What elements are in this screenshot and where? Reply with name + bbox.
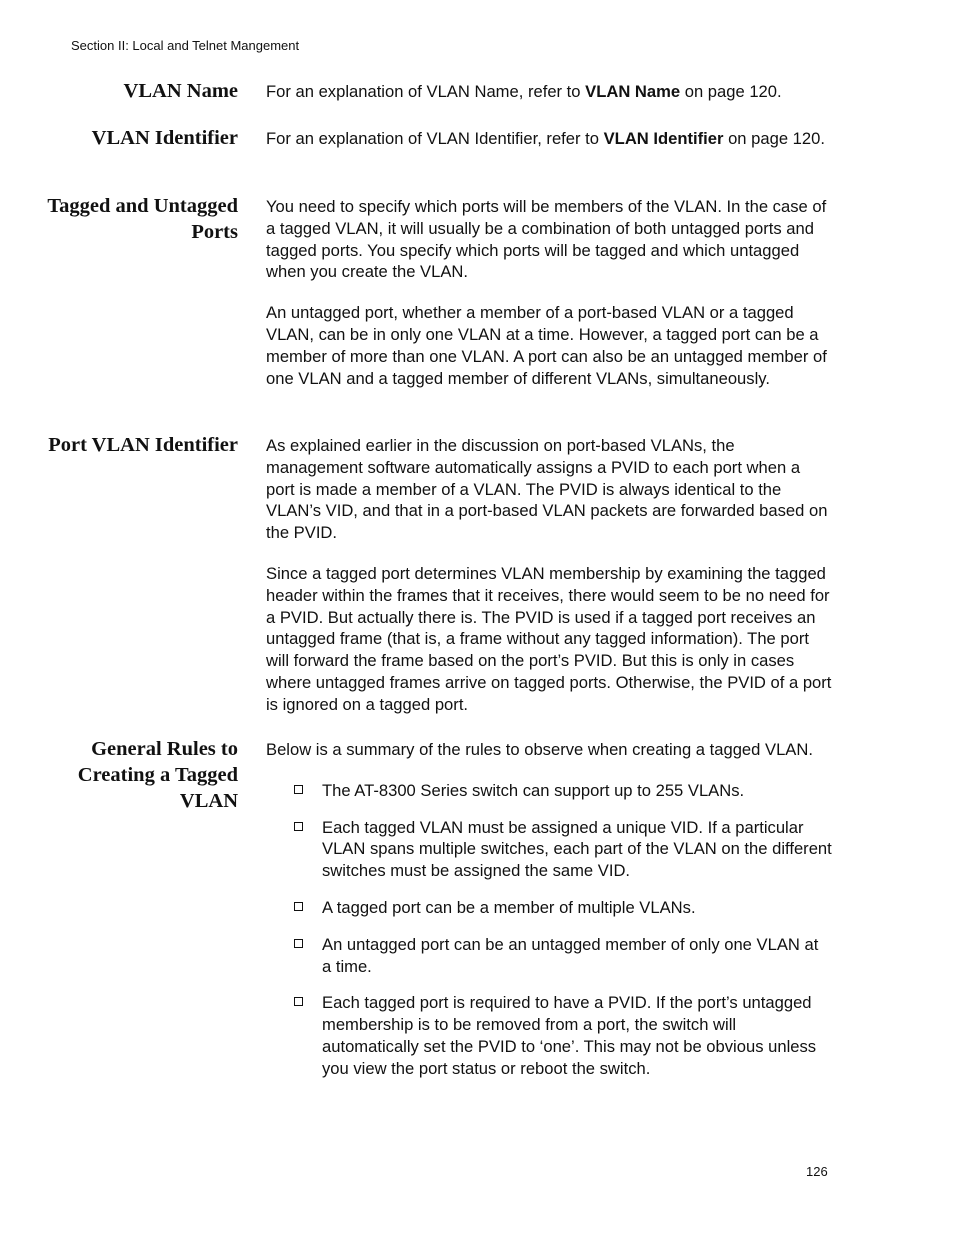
section-heading: General Rules to Creating a Tagged VLAN xyxy=(77,738,238,812)
text-run: For an explanation of VLAN Identifier, refer to xyxy=(266,129,604,148)
rules-list xyxy=(266,780,832,1080)
section-body xyxy=(266,435,832,716)
section-body xyxy=(266,196,832,389)
page-number: 126 xyxy=(806,1164,828,1179)
section-body xyxy=(266,81,832,103)
checkbox-bullet-icon xyxy=(294,822,303,831)
cross-reference: VLAN Identifier xyxy=(603,129,724,148)
cross-reference: VLAN Name xyxy=(585,82,681,101)
section-body xyxy=(266,739,832,1080)
checkbox-bullet-icon xyxy=(294,902,303,911)
list-item xyxy=(266,817,832,882)
paragraph xyxy=(266,81,832,103)
checkbox-bullet-icon xyxy=(294,997,303,1006)
list-item-text: Each tagged VLAN must be assigned a unique VID. If a particular VLAN spans multiple switches, each part of the VLAN on the different switches must be assigned the same VID. xyxy=(322,817,832,881)
section-heading: Tagged and Untagged Ports xyxy=(47,195,238,243)
paragraph: An untagged port, whether a member of a port-based VLAN or a tagged VLAN, can be in only one VLAN at a time. However, a tagged port can be a member of more than one VLAN. A port can also be an untagged member of one VLAN and a tagged member of different VLANs, simultaneously. xyxy=(266,303,827,388)
text-run: on page 120. xyxy=(680,82,782,101)
section-heading: VLAN Identifier xyxy=(91,127,238,149)
list-item-text: Each tagged port is required to have a PVID. If the port’s untagged membership is to be removed from a port, the switch will automatically set the PVID to ‘one’. This may not be obvious unless you view the port status or reboot the switch. xyxy=(322,993,817,1078)
list-item xyxy=(266,992,832,1079)
checkbox-bullet-icon xyxy=(294,785,303,794)
list-item xyxy=(266,934,832,978)
paragraph xyxy=(266,128,832,150)
list-item-text: An untagged port can be an untagged member of only one VLAN at a time. xyxy=(322,934,819,976)
paragraph: As explained earlier in the discussion on port-based VLANs, the management software automatically assigns a PVID to each port when a port is made a member of a VLAN. The PVID is always identical to the VLAN’s VID, and that in a port-based VLAN packets are forwarded based on the PVID. xyxy=(266,436,828,543)
list-item-text: A tagged port can be a member of multiple VLANs. xyxy=(322,897,696,917)
paragraph: Since a tagged port determines VLAN membership by examining the tagged header within the frames that it receives, there would seem to be no need for a PVID. But actually there is. The PVID is used if a tagged port receives an untagged frame (that is, a frame without any tagged information). The port will forward the frame based on the port’s PVID. But this is only in cases where untagged frames arrive on tagged ports. Otherwise, the PVID of a port is ignored on a tagged port. xyxy=(266,563,832,714)
running-header: Section II: Local and Telnet Mangement xyxy=(71,38,300,53)
checkbox-bullet-icon xyxy=(294,939,303,948)
text-run: on page 120. xyxy=(723,129,825,148)
paragraph: Below is a summary of the rules to observe when creating a tagged VLAN. xyxy=(266,740,813,759)
list-item xyxy=(266,897,832,919)
list-item xyxy=(266,780,832,802)
paragraph: You need to specify which ports will be members of the VLAN. In the case of a tagged VLAN, it will usually be a combination of both untagged ports and tagged ports. You specify which ports will be tagged and which untagged when you create the VLAN. xyxy=(266,197,827,282)
list-item-text: The AT-8300 Series switch can support up to 255 VLANs. xyxy=(322,780,745,800)
section-heading: Port VLAN Identifier xyxy=(48,434,238,456)
section-body xyxy=(266,128,832,150)
text-run: For an explanation of VLAN Name, refer to xyxy=(266,82,586,101)
section-heading: VLAN Name xyxy=(123,80,238,102)
